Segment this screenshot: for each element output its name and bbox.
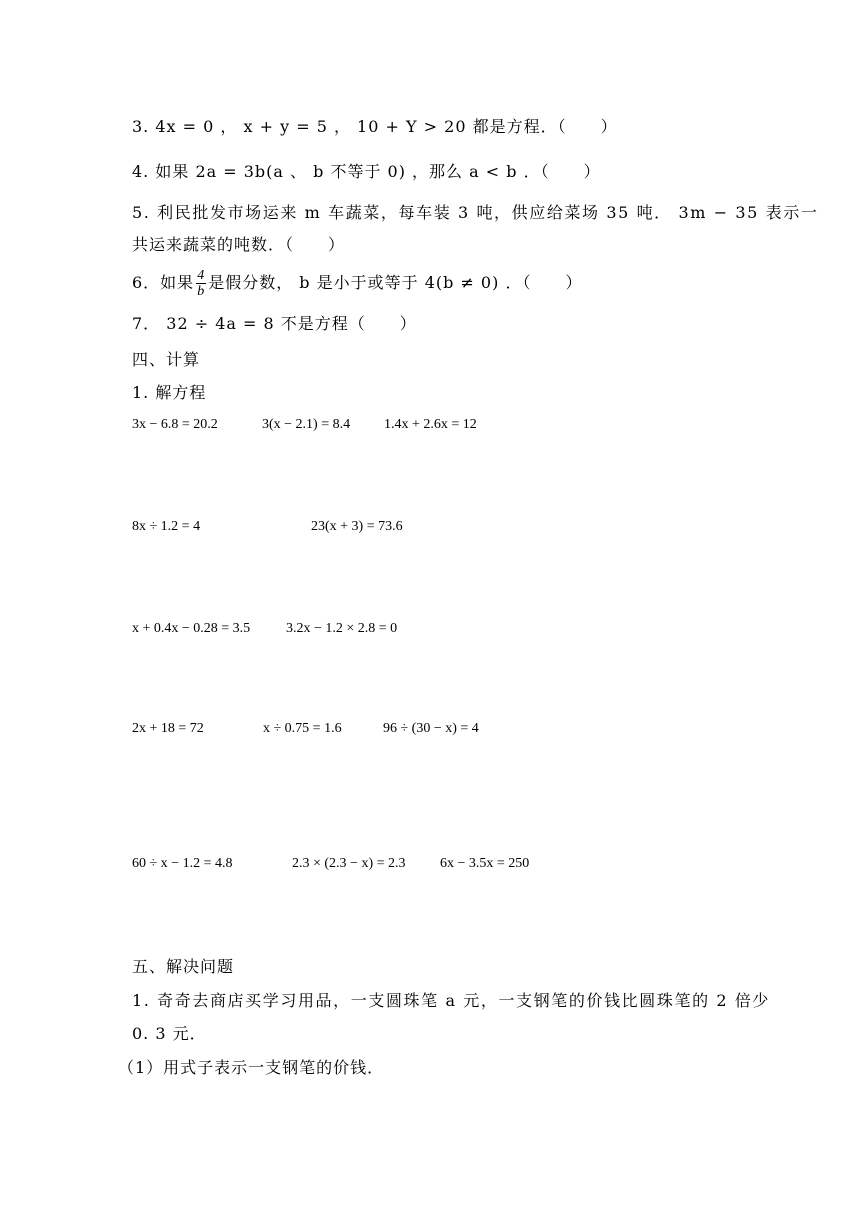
equation: 23(x + 3) = 73.6 (311, 519, 403, 534)
judge-item-4: 4. 如果 2a = 3b(a 、 b 不等于 0) ，那么 a < b ．（ ） (132, 162, 601, 181)
judge-item-7: 7． 32 ÷ 4a = 8 不是方程（ ） (132, 314, 417, 333)
problem-1-subquestion-1: （1）用式子表示一支钢笔的价钱． (118, 1058, 385, 1077)
problem-1-line-1: 1. 奇奇去商店买学习用品，一支圆珠笔 a 元，一支钢笔的价钱比圆珠笔的 2 倍少 (132, 991, 771, 1010)
equation: x ÷ 0.75 = 1.6 (263, 721, 342, 736)
judge-item-5-line-1: 5. 利民批发市场运来 m 车蔬菜，每车装 3 吨，供应给菜场 35 吨． 3m − 35 表示一 (132, 203, 819, 222)
equation: 6x − 3.5x = 250 (440, 856, 530, 871)
equation: 2.3 × (2.3 − x) = 2.3 (292, 856, 406, 871)
equation: 60 ÷ x − 1.2 = 4.8 (132, 856, 233, 871)
equation: 1.4x + 2.6x = 12 (384, 417, 477, 432)
judge-item-6-prefix: 6．如果 (132, 273, 195, 292)
fraction-numerator: 4 (197, 268, 206, 283)
fraction-4-over-b (196, 268, 206, 299)
equation: 3x − 6.8 = 20.2 (132, 417, 218, 432)
equation: 8x ÷ 1.2 = 4 (132, 519, 201, 534)
equation: x + 0.4x − 0.28 = 3.5 (132, 621, 251, 636)
equation: 3(x − 2.1) = 8.4 (262, 417, 351, 432)
section-5-heading: 五、解决问题 (132, 957, 235, 976)
problem-1-line-2: 0. 3 元． (132, 1024, 207, 1043)
judge-item-6 (132, 266, 582, 300)
section-4-heading: 四、计算 (132, 350, 201, 369)
equations-subheading: 1. 解方程 (132, 383, 207, 402)
judge-item-3: 3. 4x = 0 ， x + y = 5 ， 10 + Y > 20 都是方程．（ ） (132, 117, 618, 136)
judge-item-5-line-2: 共运来蔬菜的吨数．（ ） (132, 235, 346, 254)
equation: 96 ÷ (30 − x) = 4 (383, 721, 479, 736)
judge-item-6-suffix: 是假分数， b 是小于或等于 4(b ≠ 0) ．（ ） (208, 273, 583, 292)
equation: 2x + 18 = 72 (132, 721, 204, 736)
fraction-denominator: b (197, 284, 206, 299)
equation: 3.2x − 1.2 × 2.8 = 0 (286, 621, 398, 636)
